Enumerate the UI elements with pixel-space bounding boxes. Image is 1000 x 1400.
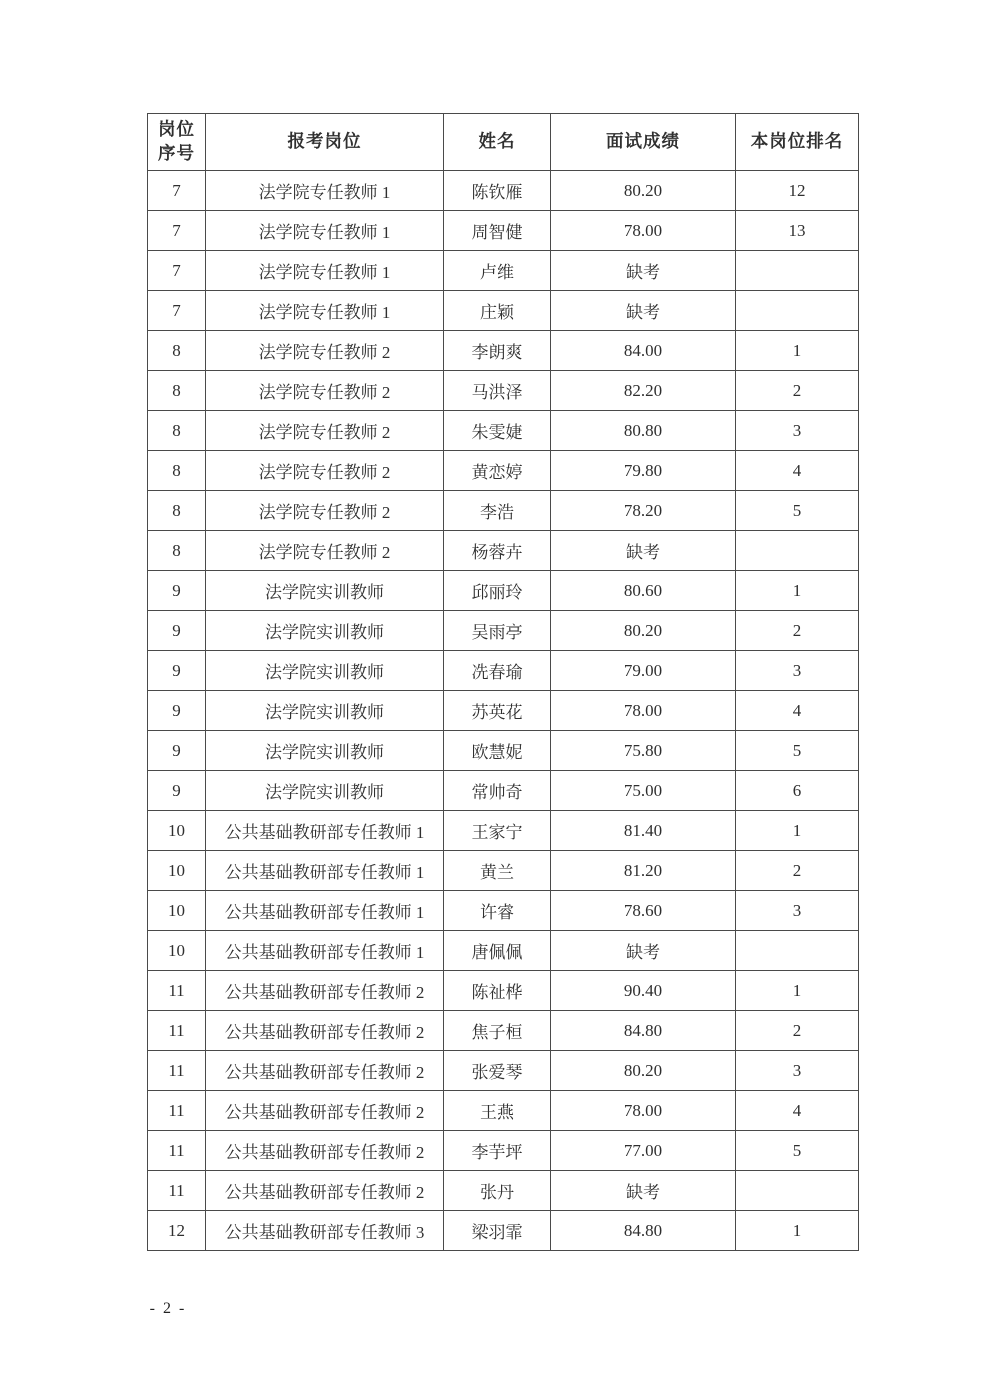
column-header-name: 姓名 [444, 114, 551, 171]
cell-name: 李浩 [444, 491, 551, 531]
table-row [148, 931, 859, 971]
cell-name: 杨蓉卉 [444, 531, 551, 571]
table-row [148, 211, 859, 251]
cell-post: 公共基础教研部专任教师 1 [206, 931, 444, 971]
cell-post: 法学院专任教师 2 [206, 491, 444, 531]
table-row [148, 771, 859, 811]
table-header [148, 114, 859, 171]
cell-rank [736, 531, 859, 571]
table-row [148, 691, 859, 731]
cell-post-no: 10 [148, 891, 206, 931]
cell-rank: 2 [736, 611, 859, 651]
cell-name: 马洪泽 [444, 371, 551, 411]
cell-name: 许睿 [444, 891, 551, 931]
cell-name: 庄颖 [444, 291, 551, 331]
cell-post: 公共基础教研部专任教师 2 [206, 971, 444, 1011]
cell-post-no: 10 [148, 811, 206, 851]
cell-post-no: 9 [148, 731, 206, 771]
table-row [148, 171, 859, 211]
cell-rank: 5 [736, 491, 859, 531]
cell-score: 78.20 [551, 491, 736, 531]
table-row [148, 371, 859, 411]
table-row [148, 731, 859, 771]
cell-post: 公共基础教研部专任教师 1 [206, 811, 444, 851]
cell-score: 90.40 [551, 971, 736, 1011]
table-row [148, 1091, 859, 1131]
cell-post-no: 7 [148, 251, 206, 291]
cell-rank [736, 291, 859, 331]
cell-post: 公共基础教研部专任教师 2 [206, 1171, 444, 1211]
cell-post-no: 11 [148, 1171, 206, 1211]
cell-post: 法学院专任教师 1 [206, 211, 444, 251]
cell-post-no: 9 [148, 611, 206, 651]
cell-post: 法学院实训教师 [206, 771, 444, 811]
cell-rank: 4 [736, 691, 859, 731]
cell-score: 缺考 [551, 531, 736, 571]
cell-post-no: 8 [148, 491, 206, 531]
cell-name: 王燕 [444, 1091, 551, 1131]
table-row [148, 1011, 859, 1051]
cell-rank: 2 [736, 371, 859, 411]
cell-rank: 4 [736, 451, 859, 491]
cell-name: 冼春瑜 [444, 651, 551, 691]
cell-post: 法学院专任教师 2 [206, 531, 444, 571]
table-row [148, 331, 859, 371]
cell-post-no: 11 [148, 1091, 206, 1131]
table-row [148, 291, 859, 331]
cell-rank: 12 [736, 171, 859, 211]
cell-rank: 3 [736, 651, 859, 691]
cell-rank: 2 [736, 851, 859, 891]
table-row [148, 531, 859, 571]
cell-post: 法学院专任教师 1 [206, 171, 444, 211]
cell-name: 常帅奇 [444, 771, 551, 811]
table-header-row [148, 114, 859, 171]
cell-post-no: 8 [148, 411, 206, 451]
cell-score: 84.80 [551, 1211, 736, 1251]
cell-post: 法学院实训教师 [206, 731, 444, 771]
cell-rank: 1 [736, 971, 859, 1011]
cell-post: 法学院专任教师 2 [206, 371, 444, 411]
table-row [148, 851, 859, 891]
cell-rank [736, 1171, 859, 1211]
cell-rank: 1 [736, 331, 859, 371]
column-header-rank: 本岗位排名 [736, 114, 859, 171]
cell-post-no: 11 [148, 1011, 206, 1051]
cell-rank: 5 [736, 1131, 859, 1171]
cell-score: 79.00 [551, 651, 736, 691]
table-row [148, 411, 859, 451]
cell-post: 法学院实训教师 [206, 571, 444, 611]
cell-score: 80.20 [551, 611, 736, 651]
cell-post: 法学院实训教师 [206, 651, 444, 691]
cell-score: 81.40 [551, 811, 736, 851]
cell-post: 公共基础教研部专任教师 2 [206, 1011, 444, 1051]
table-row [148, 651, 859, 691]
cell-name: 苏英花 [444, 691, 551, 731]
cell-score: 81.20 [551, 851, 736, 891]
cell-post-no: 11 [148, 971, 206, 1011]
cell-name: 梁羽霏 [444, 1211, 551, 1251]
cell-post-no: 7 [148, 211, 206, 251]
cell-score: 80.20 [551, 1051, 736, 1091]
cell-name: 吴雨亭 [444, 611, 551, 651]
cell-post: 法学院专任教师 2 [206, 331, 444, 371]
table-row [148, 1211, 859, 1251]
cell-rank: 1 [736, 1211, 859, 1251]
cell-post-no: 9 [148, 691, 206, 731]
cell-rank [736, 931, 859, 971]
table-row [148, 611, 859, 651]
cell-score: 80.80 [551, 411, 736, 451]
table-row [148, 1171, 859, 1211]
cell-score: 75.80 [551, 731, 736, 771]
cell-post-no: 12 [148, 1211, 206, 1251]
cell-post-no: 10 [148, 931, 206, 971]
cell-name: 张爱琴 [444, 1051, 551, 1091]
interview-results-table [147, 113, 859, 1251]
cell-post-no: 9 [148, 771, 206, 811]
table-row [148, 571, 859, 611]
cell-score: 80.60 [551, 571, 736, 611]
cell-post-no: 9 [148, 651, 206, 691]
cell-score: 78.60 [551, 891, 736, 931]
cell-post: 公共基础教研部专任教师 1 [206, 891, 444, 931]
cell-name: 周智健 [444, 211, 551, 251]
cell-name: 王家宁 [444, 811, 551, 851]
cell-post: 法学院专任教师 1 [206, 251, 444, 291]
cell-score: 缺考 [551, 291, 736, 331]
cell-score: 77.00 [551, 1131, 736, 1171]
cell-rank: 2 [736, 1011, 859, 1051]
cell-rank: 6 [736, 771, 859, 811]
cell-name: 欧慧妮 [444, 731, 551, 771]
cell-score: 84.80 [551, 1011, 736, 1051]
cell-post: 公共基础教研部专任教师 2 [206, 1051, 444, 1091]
cell-post-no: 7 [148, 171, 206, 211]
cell-post-no: 8 [148, 331, 206, 371]
table-row [148, 891, 859, 931]
cell-post-no: 8 [148, 371, 206, 411]
cell-rank: 13 [736, 211, 859, 251]
cell-score: 82.20 [551, 371, 736, 411]
table-row [148, 451, 859, 491]
cell-score: 78.00 [551, 691, 736, 731]
cell-post: 法学院实训教师 [206, 691, 444, 731]
cell-post-no: 8 [148, 531, 206, 571]
cell-score: 78.00 [551, 211, 736, 251]
cell-rank: 1 [736, 571, 859, 611]
cell-rank [736, 251, 859, 291]
cell-name: 陈祉桦 [444, 971, 551, 1011]
cell-rank: 4 [736, 1091, 859, 1131]
table-row [148, 971, 859, 1011]
cell-name: 黄兰 [444, 851, 551, 891]
cell-name: 陈钦雁 [444, 171, 551, 211]
cell-rank: 3 [736, 891, 859, 931]
cell-rank: 5 [736, 731, 859, 771]
cell-score: 79.80 [551, 451, 736, 491]
table-row [148, 491, 859, 531]
cell-name: 朱雯婕 [444, 411, 551, 451]
cell-name: 张丹 [444, 1171, 551, 1211]
cell-score: 缺考 [551, 931, 736, 971]
cell-post: 公共基础教研部专任教师 2 [206, 1131, 444, 1171]
cell-post: 法学院专任教师 2 [206, 411, 444, 451]
cell-score: 78.00 [551, 1091, 736, 1131]
cell-rank: 1 [736, 811, 859, 851]
cell-name: 卢维 [444, 251, 551, 291]
cell-score: 80.20 [551, 171, 736, 211]
cell-rank: 3 [736, 411, 859, 451]
cell-post-no: 7 [148, 291, 206, 331]
cell-post: 公共基础教研部专任教师 1 [206, 851, 444, 891]
cell-name: 李朗爽 [444, 331, 551, 371]
page-number: - 2 - [149, 1300, 187, 1317]
cell-name: 邱丽玲 [444, 571, 551, 611]
cell-name: 李芋坪 [444, 1131, 551, 1171]
cell-post: 法学院专任教师 1 [206, 291, 444, 331]
cell-name: 焦子桓 [444, 1011, 551, 1051]
cell-score: 缺考 [551, 1171, 736, 1211]
column-header-score: 面试成绩 [551, 114, 736, 171]
cell-score: 75.00 [551, 771, 736, 811]
cell-post: 公共基础教研部专任教师 2 [206, 1091, 444, 1131]
table-row [148, 1131, 859, 1171]
cell-score: 84.00 [551, 331, 736, 371]
cell-post: 法学院专任教师 2 [206, 451, 444, 491]
table-row [148, 1051, 859, 1091]
cell-post-no: 11 [148, 1131, 206, 1171]
cell-post-no: 11 [148, 1051, 206, 1091]
cell-post-no: 8 [148, 451, 206, 491]
cell-post-no: 10 [148, 851, 206, 891]
table-row [148, 251, 859, 291]
cell-score: 缺考 [551, 251, 736, 291]
cell-post: 公共基础教研部专任教师 3 [206, 1211, 444, 1251]
column-header-post-no: 岗位 序号 [148, 114, 206, 171]
cell-post: 法学院实训教师 [206, 611, 444, 651]
cell-post-no: 9 [148, 571, 206, 611]
cell-name: 唐佩佩 [444, 931, 551, 971]
column-header-post: 报考岗位 [206, 114, 444, 171]
table-body [148, 171, 859, 1251]
cell-rank: 3 [736, 1051, 859, 1091]
cell-name: 黄恋婷 [444, 451, 551, 491]
table-row [148, 811, 859, 851]
